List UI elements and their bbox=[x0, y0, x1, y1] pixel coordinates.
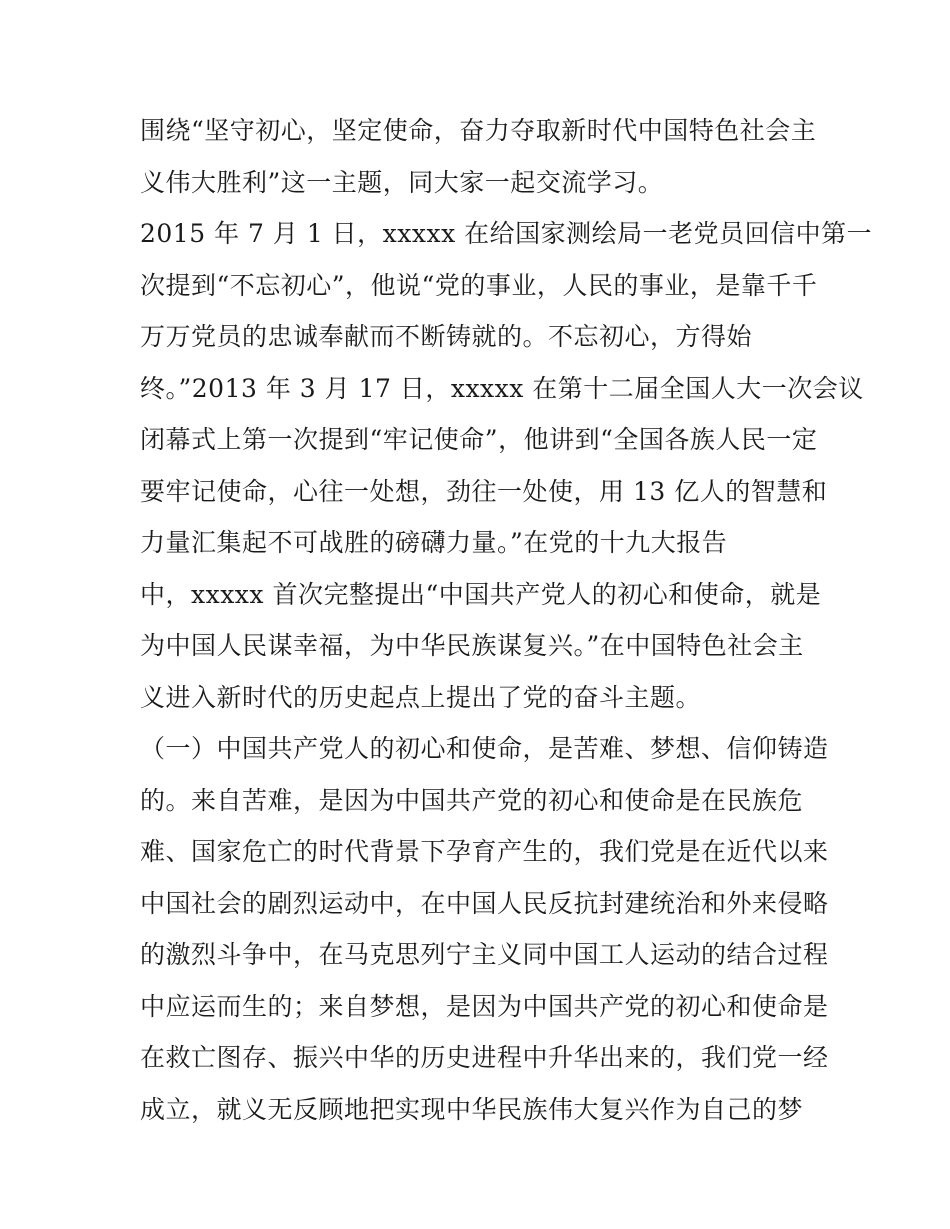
text-line: 的激烈斗争中，在马克思列宁主义同中国工人运动的结合过程 bbox=[140, 940, 829, 969]
text-line: 成立，就义无反顾地把实现中华民族伟大复兴作为自己的梦 bbox=[140, 1094, 804, 1124]
text-line: 的。来自苦难，是因为中国共产党的初心和使命是在民族危 bbox=[140, 785, 804, 815]
document-body bbox=[140, 105, 873, 1135]
text-line: 围绕“坚守初心，坚定使命，奋力夺取新时代中国特色社会主 bbox=[140, 116, 817, 145]
text-line: 中，xxxxx 首次完整提出“中国共产党人的初心和使命，就是 bbox=[140, 579, 822, 609]
text-line: 次提到“不忘初心”，他说“党的事业，人民的事业，是靠千千 bbox=[140, 270, 818, 300]
text-line: 义伟大胜利”这一主题，同大家一起交流学习。 bbox=[140, 167, 664, 197]
text-line: 闭幕式上第一次提到“牢记使命”，他讲到“全国各族人民一定 bbox=[140, 425, 818, 454]
text-line: 2015 年 7 月 1 日，xxxxx 在给国家测绘局一老党员回信中第一 bbox=[140, 219, 873, 248]
text-line: 万万党员的忠诚奉献而不断铸就的。不忘初心，方得始 bbox=[140, 322, 753, 351]
text-line: 力量汇集起不可战胜的磅礴力量。”在党的十九大报告 bbox=[140, 528, 728, 557]
text-line: 中国社会的剧烈运动中，在中国人民反抗封建统治和外来侵略 bbox=[140, 888, 829, 918]
text-line: （一）中国共产党人的初心和使命，是苦难、梦想、信仰铸造 bbox=[140, 734, 829, 763]
text-line: 要牢记使命，心往一处想，劲往一处使，用 13 亿人的智慧和 bbox=[140, 476, 828, 506]
text-line: 为中国人民谋幸福，为中华民族谋复兴。”在中国特色社会主 bbox=[140, 631, 804, 660]
text-line: 义进入新时代的历史起点上提出了党的奋斗主题。 bbox=[140, 682, 702, 712]
text-line: 在救亡图存、振兴中华的历史进程中升华出来的，我们党一经 bbox=[140, 1043, 829, 1072]
text-line: 终。”2013 年 3 月 17 日，xxxxx 在第十二届全国人大一次会议 bbox=[140, 373, 864, 403]
text-line: 中应运而生的；来自梦想，是因为中国共产党的初心和使命是 bbox=[140, 991, 829, 1021]
text-line: 难、国家危亡的时代背景下孕育产生的，我们党是在近代以来 bbox=[140, 837, 829, 866]
